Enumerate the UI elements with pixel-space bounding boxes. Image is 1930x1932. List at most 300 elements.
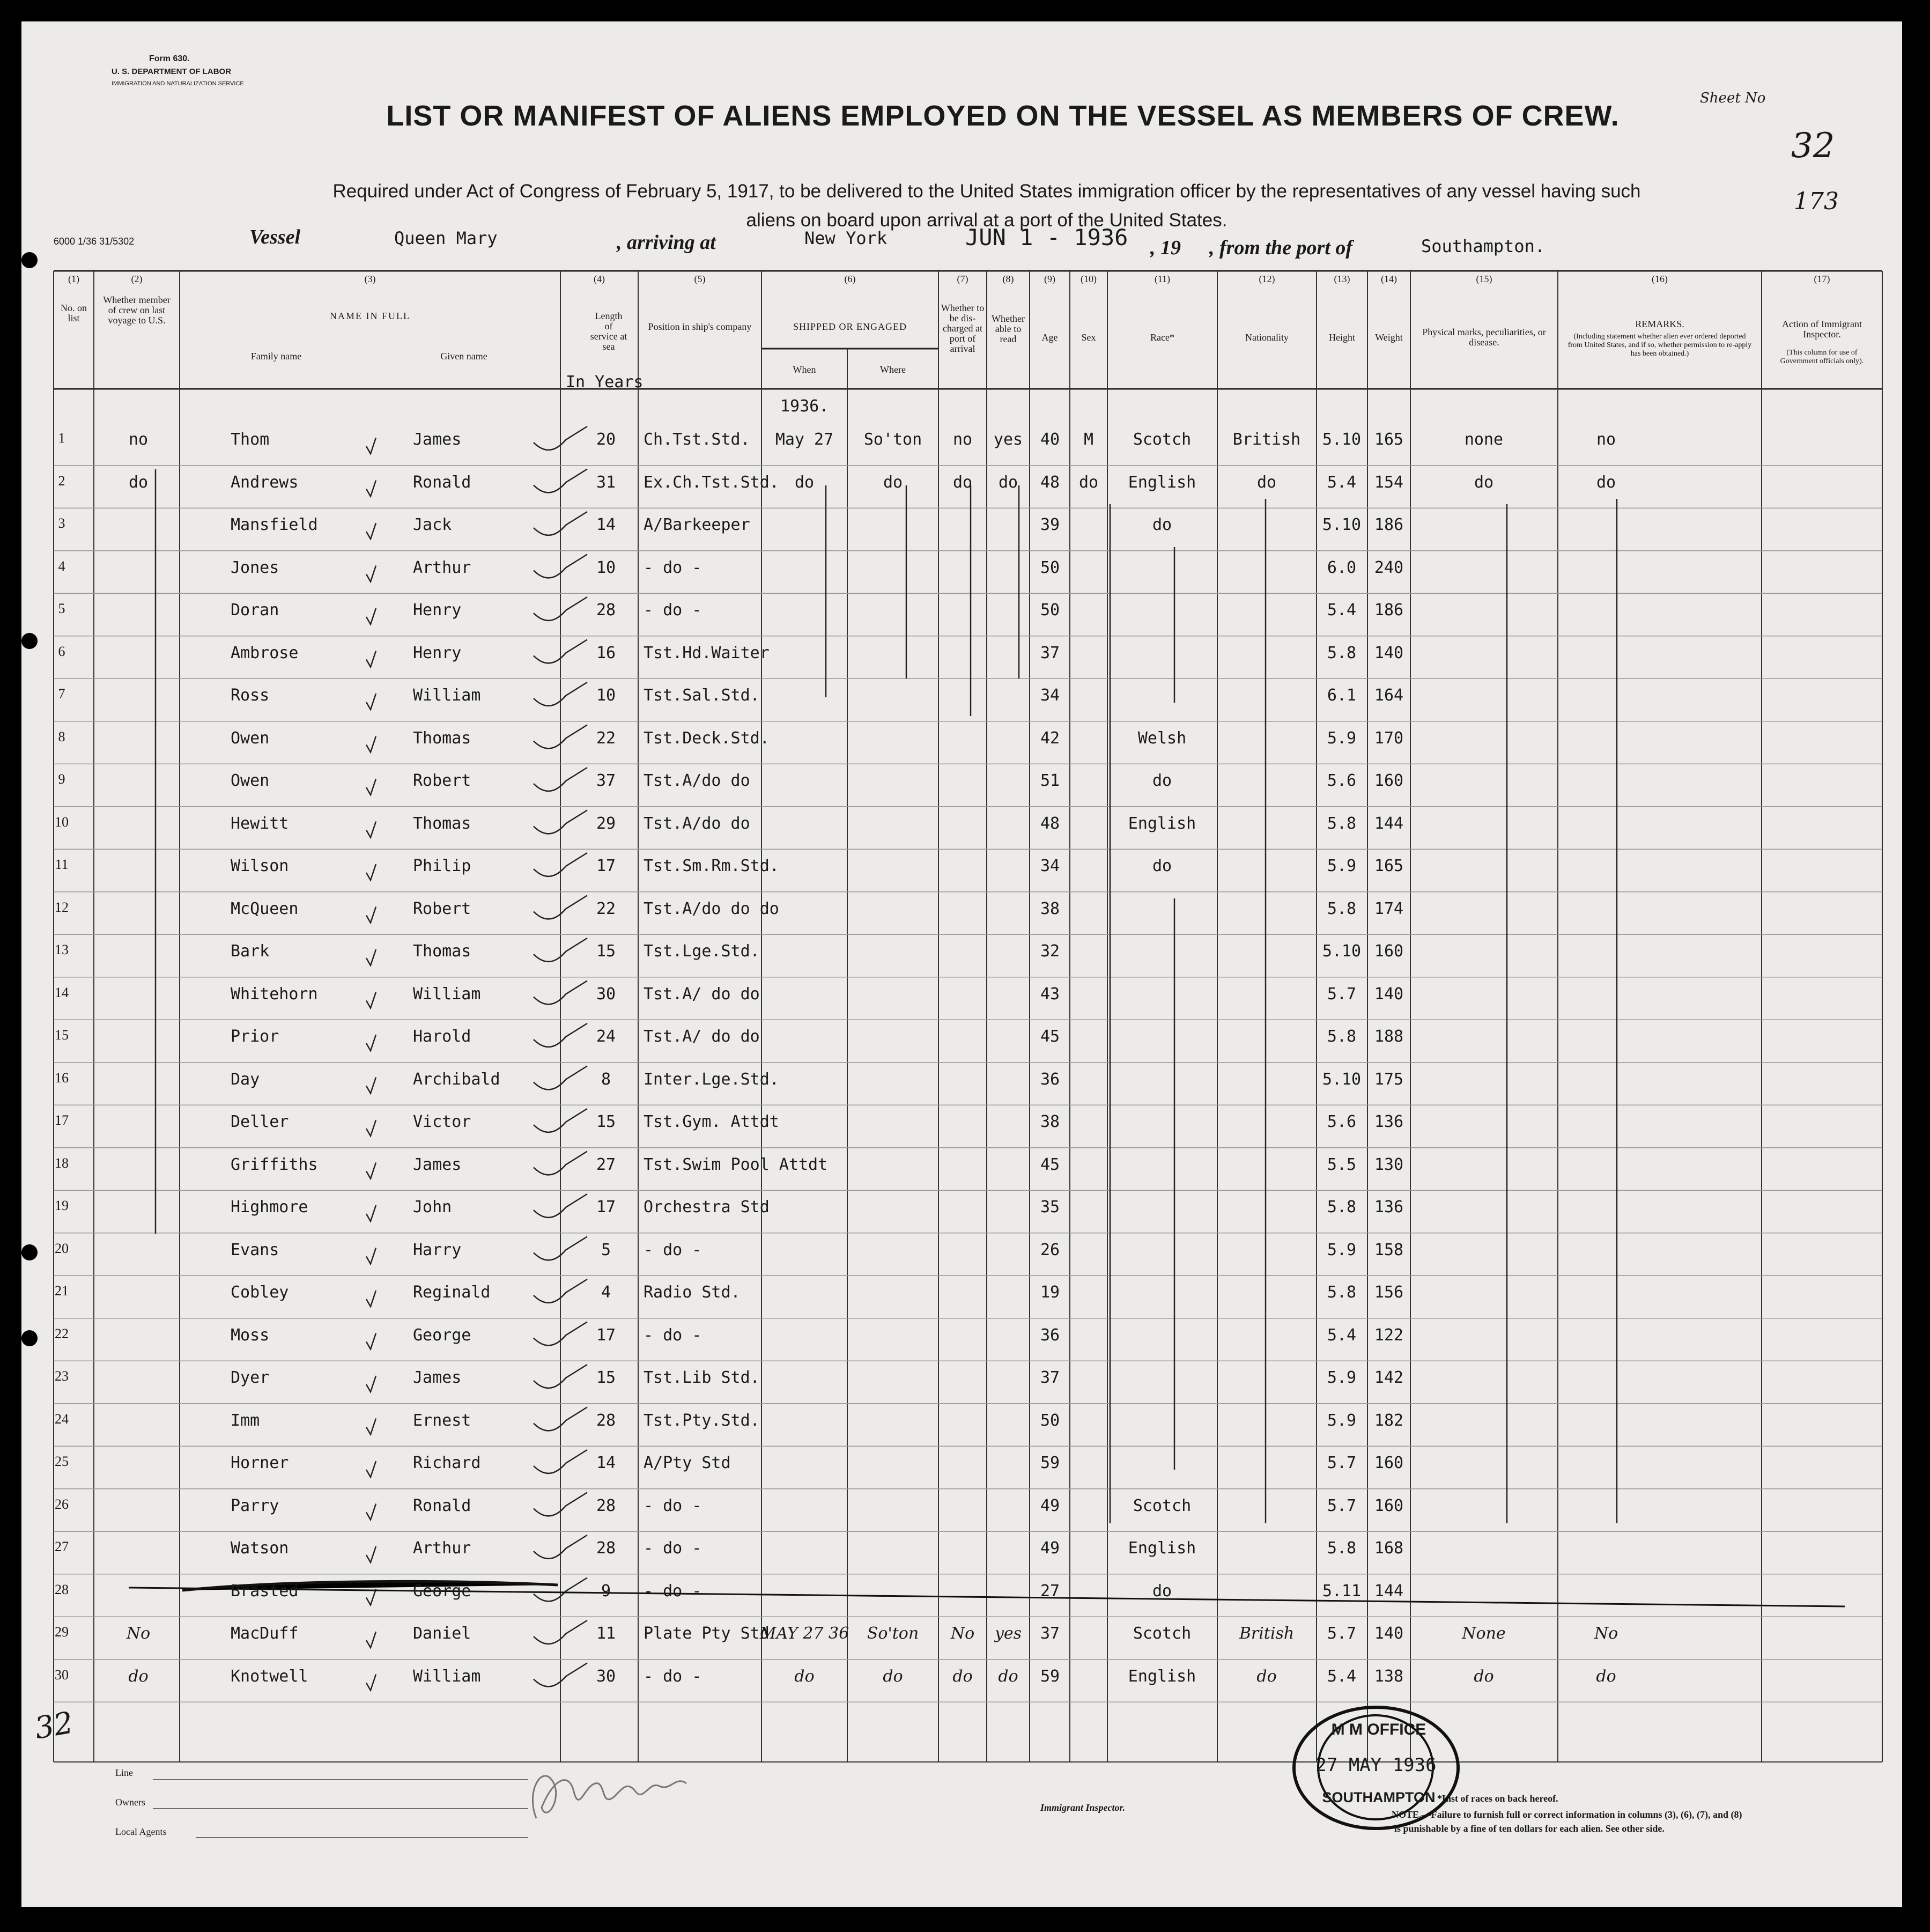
cell-weight: 142: [1374, 1368, 1404, 1387]
cell-row-number: 2: [58, 473, 65, 489]
col-num-16: (16): [1652, 274, 1668, 284]
cell-service-years: 10: [596, 686, 616, 705]
cell-height: 5.4: [1327, 473, 1357, 492]
cell-position: - do -: [644, 1325, 702, 1345]
cell-family-name: Thom: [231, 430, 270, 449]
cell-row-number: 27: [55, 1539, 69, 1554]
col-num-15: (15): [1476, 274, 1492, 284]
check-mark: [366, 1419, 376, 1435]
cell-height: 5.9: [1327, 857, 1357, 875]
departure-port: Southampton.: [1421, 236, 1546, 256]
cell-remarks: No: [1594, 1624, 1618, 1643]
cell-age: 59: [1040, 1666, 1060, 1686]
cell-weight: 160: [1374, 771, 1404, 790]
check-mark: [366, 523, 376, 539]
cell-row-number: 29: [55, 1624, 69, 1640]
cell-weight: 140: [1374, 643, 1404, 662]
col-header-position: Position in ship's company: [648, 321, 752, 332]
check-mark: [366, 1333, 376, 1350]
cell-family-name: Parry: [231, 1496, 279, 1515]
cell-race: do: [1152, 515, 1172, 534]
cell-row-number: 22: [55, 1325, 69, 1341]
cell-given-name: Reginald: [413, 1283, 491, 1302]
cell-service-years: 10: [596, 558, 616, 577]
inspector-note: (This column for use of Government officials only).: [1780, 349, 1864, 365]
check-mark: [366, 864, 376, 880]
cell-height: 5.4: [1327, 1666, 1357, 1686]
subtitle-line-2: aliens on board upon arrival at a port of the United States.: [746, 210, 1227, 231]
cell-age: 49: [1040, 1539, 1060, 1558]
cell-age: 48: [1040, 473, 1060, 492]
col-num-12: (12): [1259, 274, 1275, 284]
department-name: U. S. DEPARTMENT OF LABOR: [112, 67, 232, 76]
cell-weight: 156: [1374, 1283, 1404, 1302]
cell-service-years: 14: [596, 1454, 616, 1472]
cell-family-name: Imm: [231, 1411, 260, 1430]
cell-height: 5.4: [1327, 601, 1357, 620]
cell-family-name: Ambrose: [231, 643, 299, 662]
cell-age: 19: [1040, 1283, 1060, 1302]
cell-race: Scotch: [1133, 430, 1192, 449]
form-number: Form 630.: [149, 54, 190, 63]
cell-given-name: Robert: [413, 771, 471, 790]
cell-height: 5.8: [1327, 643, 1357, 662]
check-mark: [366, 1589, 376, 1605]
cell-age: 40: [1040, 430, 1060, 449]
service-unit: In Years: [566, 373, 644, 392]
cell-row-number: 14: [55, 984, 69, 1000]
check-mark: [366, 1248, 376, 1264]
cell-position: Tst.Pty.Std.: [644, 1411, 760, 1430]
cell-age: 50: [1040, 558, 1060, 577]
cell-age: 34: [1040, 857, 1060, 875]
cell-height: 5.10: [1322, 1070, 1362, 1089]
cell-age: 39: [1040, 515, 1060, 534]
cell-given-name: Archibald: [413, 1070, 500, 1089]
cell-given-name: Henry: [413, 601, 462, 620]
cell-last-voyage: No: [126, 1624, 151, 1643]
cell-height: 5.9: [1327, 728, 1357, 748]
cell-service-years: 15: [596, 1112, 616, 1131]
arrival-port: New York: [804, 228, 888, 248]
cell-shipped-when: do: [794, 473, 815, 492]
cell-row-number: 3: [58, 515, 65, 531]
cell-position: Tst.Lib Std.: [644, 1368, 760, 1387]
cell-race: do: [1152, 771, 1172, 790]
col-header-physical-marks: Physical marks, peculiarities, or disease.: [1422, 327, 1546, 348]
check-mark: [366, 608, 376, 624]
cell-nationality: do: [1256, 1666, 1277, 1686]
check-mark: [366, 1291, 376, 1307]
col-num-6: (6): [844, 274, 856, 284]
cell-age: 45: [1040, 1027, 1060, 1046]
cell-shipped-when: do: [794, 1666, 815, 1686]
col-header-height: Height: [1329, 332, 1355, 343]
cell-age: 50: [1040, 601, 1060, 620]
cell-row-number: 6: [58, 643, 65, 659]
cell-discharged: no: [952, 430, 973, 449]
cell-age: 51: [1040, 771, 1060, 790]
cell-shipped-where: So'ton: [863, 430, 922, 449]
cell-age: 34: [1040, 686, 1060, 705]
check-mark: [366, 779, 376, 795]
manifest-sheet: [21, 21, 1902, 1907]
local-agents-label: Local Agents: [115, 1826, 167, 1837]
cell-service-years: 28: [596, 1411, 616, 1430]
cell-age: 43: [1040, 984, 1060, 1004]
cell-able-to-read: do: [998, 1666, 1018, 1686]
cell-given-name: William: [413, 984, 481, 1004]
col-num-17: (17): [1814, 274, 1830, 284]
cell-position: - do -: [644, 1539, 702, 1558]
cell-position: Tst.Sal.Std.: [644, 686, 760, 705]
cell-family-name: Mansfield: [231, 515, 318, 534]
cell-age: 37: [1040, 1368, 1060, 1387]
check-mark: [366, 566, 376, 582]
cell-family-name: Hewitt: [231, 814, 289, 833]
cell-family-name: Evans: [231, 1240, 279, 1259]
check-mark: [366, 1078, 376, 1094]
check-mark: [366, 992, 376, 1008]
cell-weight: 140: [1374, 984, 1404, 1004]
cell-height: 5.11: [1322, 1581, 1362, 1601]
punch-hole: [21, 1330, 38, 1346]
footer-rules: [153, 1775, 528, 1840]
cell-age: 36: [1040, 1070, 1060, 1089]
cell-row-number: 1: [58, 430, 65, 446]
cell-row-number: 26: [55, 1496, 69, 1512]
cell-height: 5.10: [1322, 515, 1362, 534]
cell-age: 36: [1040, 1325, 1060, 1345]
cell-age: 37: [1040, 643, 1060, 662]
sheet-number: 32: [1791, 126, 1835, 166]
cell-weight: 165: [1374, 430, 1404, 449]
service-name: IMMIGRATION AND NATURALIZATION SERVICE: [112, 80, 244, 87]
cell-physical-marks: do: [1474, 1666, 1494, 1686]
cell-family-name: Whitehorn: [231, 984, 318, 1004]
cell-position: Inter.Lge.Std.: [644, 1070, 779, 1089]
cell-height: 5.8: [1327, 814, 1357, 833]
col-num-11: (11): [1154, 274, 1171, 284]
cell-service-years: 22: [596, 728, 616, 748]
cell-given-name: Ronald: [413, 473, 471, 492]
cell-service-years: 8: [601, 1070, 611, 1089]
cell-service-years: 30: [596, 984, 616, 1004]
cell-family-name: Dyer: [231, 1368, 270, 1387]
cell-age: 32: [1040, 942, 1060, 961]
cell-position: Tst.Sm.Rm.Std.: [644, 857, 779, 875]
cell-given-name: Harold: [413, 1027, 471, 1046]
cell-row-number: 5: [58, 601, 65, 616]
col-num-4: (4): [594, 274, 605, 284]
cell-sex: M: [1083, 430, 1094, 449]
cell-service-years: 31: [596, 473, 616, 492]
cell-row-number: 8: [58, 728, 65, 744]
cell-age: 49: [1040, 1496, 1060, 1515]
col-num-10: (10): [1081, 274, 1097, 284]
cell-given-name: Ronald: [413, 1496, 471, 1515]
cell-age: 35: [1040, 1198, 1060, 1216]
cell-weight: 168: [1374, 1539, 1404, 1558]
col-header-race: Race*: [1150, 332, 1174, 343]
cell-service-years: 5: [601, 1240, 611, 1259]
stamp-date: 27 MAY 1936: [1315, 1754, 1437, 1776]
cell-row-number: 25: [55, 1454, 69, 1469]
check-mark: [366, 1504, 376, 1520]
check-mark: [366, 736, 376, 753]
cell-position: Tst.A/do do do: [644, 899, 779, 918]
cell-age: 37: [1040, 1624, 1060, 1643]
cell-height: 5.9: [1327, 1240, 1357, 1259]
cell-weight: 136: [1374, 1112, 1404, 1131]
cell-able-to-read: do: [998, 473, 1018, 492]
stamp-top: M M OFFICE: [1331, 1721, 1426, 1738]
sheet-label: Sheet No: [1700, 90, 1766, 106]
cell-position: Tst.A/ do do: [644, 984, 760, 1004]
cell-weight: 160: [1374, 942, 1404, 961]
cell-physical-marks: do: [1474, 473, 1494, 492]
cell-given-name: James: [413, 1155, 462, 1174]
cell-service-years: 15: [596, 1368, 616, 1387]
races-note: *List of races on back hereof.: [1437, 1793, 1558, 1804]
cell-position: Tst.A/do do: [644, 771, 750, 790]
cell-age: 50: [1040, 1411, 1060, 1430]
cell-age: 45: [1040, 1155, 1060, 1174]
cell-row-number: 30: [55, 1666, 69, 1683]
cell-family-name: Doran: [231, 601, 279, 620]
cell-shipped-when: MAY 27 36: [759, 1624, 849, 1643]
cell-race: do: [1152, 1581, 1172, 1601]
margin-note: 32: [32, 1705, 76, 1746]
cell-family-name: Owen: [231, 728, 270, 748]
cell-row-number: 7: [58, 686, 65, 702]
cell-position: - do -: [644, 601, 702, 620]
cell-given-name: Jack: [413, 515, 452, 534]
cell-height: 5.8: [1327, 1198, 1357, 1216]
cell-family-name: Moss: [231, 1325, 270, 1345]
cell-height: 5.8: [1327, 1539, 1357, 1558]
year-label: , 19: [1150, 237, 1181, 259]
cell-service-years: 28: [596, 1539, 616, 1558]
cell-given-name: Arthur: [413, 558, 471, 577]
cell-weight: 130: [1374, 1155, 1404, 1174]
cell-sex: do: [1078, 473, 1099, 492]
cell-position: Ch.Tst.Std.: [644, 430, 750, 449]
cell-discharged: do: [952, 473, 973, 492]
cell-given-name: George: [413, 1581, 471, 1601]
col-num-7: (7): [957, 274, 968, 284]
cell-family-name: Ross: [231, 686, 270, 705]
check-mark: [366, 1035, 376, 1051]
cell-given-name: Arthur: [413, 1539, 471, 1558]
cell-row-number: 12: [55, 899, 69, 915]
col-header-where: Where: [880, 364, 906, 375]
cell-service-years: 9: [601, 1581, 611, 1601]
cell-service-years: 15: [596, 942, 616, 961]
cell-weight: 170: [1374, 728, 1404, 748]
cell-height: 5.6: [1327, 771, 1357, 790]
cell-remarks: no: [1596, 430, 1616, 449]
col-num-14: (14): [1381, 274, 1397, 284]
cell-row-number: 24: [55, 1411, 69, 1427]
cell-service-years: 22: [596, 899, 616, 918]
cell-race: Scotch: [1133, 1624, 1192, 1643]
check-mark: [366, 822, 376, 838]
cell-row-number: 20: [55, 1240, 69, 1256]
cell-shipped-where: So'ton: [867, 1624, 919, 1643]
col-header-weight: Weight: [1375, 332, 1403, 343]
cell-weight: 160: [1374, 1454, 1404, 1472]
cell-position: Tst.Lge.Std.: [644, 942, 760, 961]
cell-nationality: do: [1256, 473, 1277, 492]
cell-service-years: 24: [596, 1027, 616, 1046]
cell-weight: 154: [1374, 473, 1404, 492]
cell-discharged: do: [952, 1666, 973, 1686]
cell-given-name: Henry: [413, 643, 462, 662]
col-header-family-name: Family name: [250, 351, 302, 362]
cell-service-years: 17: [596, 857, 616, 875]
check-mark: [366, 1205, 376, 1221]
arriving-label: , arriving at: [617, 231, 716, 254]
cell-given-name: Victor: [413, 1112, 471, 1131]
check-mark: [366, 1546, 376, 1562]
cell-row-number: 11: [55, 857, 69, 872]
check-mark: [366, 949, 376, 965]
cell-height: 5.7: [1327, 984, 1357, 1004]
cell-position: - do -: [644, 1240, 702, 1259]
cell-weight: 186: [1374, 515, 1404, 534]
cell-position: Tst.A/do do: [644, 814, 750, 833]
check-mark: [366, 1376, 376, 1392]
cell-weight: 175: [1374, 1070, 1404, 1089]
subtitle-line-1: Required under Act of Congress of February 5, 1917, to be delivered to the United States immigration officer by the representatives of any vessel having such: [332, 181, 1641, 202]
cell-age: 48: [1040, 814, 1060, 833]
cell-race: English: [1128, 814, 1196, 833]
cell-position: Tst.Gym. Attdt: [644, 1112, 779, 1131]
cell-position: Radio Std.: [644, 1283, 741, 1302]
col-header-read: Whether able to read: [992, 313, 1025, 344]
remarks-note: (Including statement whether alien ever ordered deported from United States, and if so, whether permission to re-apply has been obtained.): [1567, 333, 1752, 358]
col-num-9: (9): [1044, 274, 1055, 284]
penalty-note-2: is punishable by a fine of ten dollars for each alien. See other side.: [1394, 1823, 1665, 1834]
cell-given-name: Daniel: [413, 1624, 471, 1643]
cell-height: 5.7: [1327, 1624, 1357, 1643]
cell-family-name: Owen: [231, 771, 270, 790]
cell-weight: 138: [1374, 1666, 1404, 1686]
print-code: 6000 1/36 31/5302: [54, 236, 135, 247]
cell-service-years: 28: [596, 601, 616, 620]
vessel-name: Queen Mary: [394, 228, 498, 248]
cell-service-years: 4: [601, 1283, 611, 1302]
cell-family-name: Watson: [231, 1539, 289, 1558]
cell-age: 42: [1040, 728, 1060, 748]
cell-given-name: William: [413, 686, 481, 705]
cell-weight: 122: [1374, 1325, 1404, 1345]
stamp-bottom: SOUTHAMPTON: [1322, 1789, 1436, 1805]
cell-position: - do -: [644, 1496, 702, 1515]
cell-height: 5.8: [1327, 899, 1357, 918]
cell-service-years: 30: [596, 1666, 616, 1686]
cell-discharged: No: [950, 1624, 975, 1643]
cell-weight: 186: [1374, 601, 1404, 620]
cell-service-years: 14: [596, 515, 616, 534]
cell-position: A/Pty Std: [644, 1454, 731, 1472]
from-port-label: , from the port of: [1209, 237, 1353, 259]
cell-race: English: [1128, 1539, 1196, 1558]
cell-height: 5.6: [1327, 1112, 1357, 1131]
col-header-name: NAME IN FULL: [330, 311, 410, 321]
cell-weight: 165: [1374, 857, 1404, 875]
cell-family-name: Wilson: [231, 857, 289, 875]
cell-given-name: William: [413, 1666, 481, 1686]
col-header-last-voyage: Whether member of crew on last voyage to U.S.: [103, 294, 171, 326]
cell-physical-marks: none: [1464, 430, 1504, 449]
cell-weight: 144: [1374, 1581, 1404, 1601]
cell-race: Welsh: [1137, 728, 1187, 748]
cell-remarks: do: [1596, 473, 1616, 492]
cell-weight: 136: [1374, 1198, 1404, 1216]
cell-weight: 164: [1374, 686, 1404, 705]
cell-given-name: James: [413, 1368, 462, 1387]
cell-family-name: MacDuff: [231, 1624, 299, 1643]
cell-able-to-read: yes: [993, 430, 1023, 449]
arrival-date-stamp: JUN 1 - 1936: [965, 224, 1128, 250]
col-num-2: (2): [131, 274, 143, 284]
vessel-label: Vessel: [249, 226, 300, 248]
col-header-service: Length of service at sea: [590, 311, 627, 352]
cell-height: 5.8: [1327, 1027, 1357, 1046]
cell-given-name: Philip: [413, 857, 471, 875]
cell-weight: 188: [1374, 1027, 1404, 1046]
inspector-signature: [520, 1759, 697, 1834]
cell-family-name: Prior: [231, 1027, 279, 1046]
cell-row-number: 16: [55, 1070, 69, 1086]
cell-family-name: Brasted: [231, 1581, 299, 1601]
cell-position: Tst.Deck.Std.: [644, 728, 770, 748]
cell-race: English: [1128, 1666, 1196, 1686]
cell-row-number: 17: [55, 1112, 69, 1128]
cell-given-name: John: [413, 1198, 452, 1216]
penalty-note-1: NOTE.—Failure to furnish full or correct information in columns (3), (6), (7), and (8): [1392, 1809, 1742, 1820]
owners-label: Owners: [115, 1797, 145, 1808]
check-mark: [366, 1461, 376, 1477]
cell-age: 38: [1040, 1112, 1060, 1131]
cell-family-name: Andrews: [231, 473, 299, 492]
col-num-1: (1): [68, 274, 79, 284]
col-num-3: (3): [364, 274, 376, 284]
cell-family-name: Highmore: [231, 1198, 308, 1216]
col-header-no: No. on list: [61, 303, 87, 323]
col-header-given-name: Given name: [440, 351, 487, 362]
cell-given-name: James: [413, 430, 462, 449]
cell-shipped-where: do: [883, 1666, 903, 1686]
cell-row-number: 13: [55, 942, 69, 957]
col-header-remarks: REMARKS.: [1635, 319, 1684, 329]
cell-given-name: George: [413, 1325, 471, 1345]
check-mark: [366, 481, 376, 497]
cell-position: Ex.Ch.Tst.Std.: [644, 473, 779, 492]
cell-row-number: 28: [55, 1581, 69, 1597]
cell-able-to-read: yes: [994, 1624, 1022, 1643]
cell-service-years: 17: [596, 1325, 616, 1345]
cell-service-years: 37: [596, 771, 616, 790]
cell-height: 6.1: [1327, 686, 1357, 705]
cell-height: 5.8: [1327, 1283, 1357, 1302]
check-mark: [366, 694, 376, 710]
check-mark: [366, 651, 376, 667]
cell-row-number: 9: [58, 771, 65, 787]
cell-position: Orchestra Std: [644, 1198, 770, 1216]
